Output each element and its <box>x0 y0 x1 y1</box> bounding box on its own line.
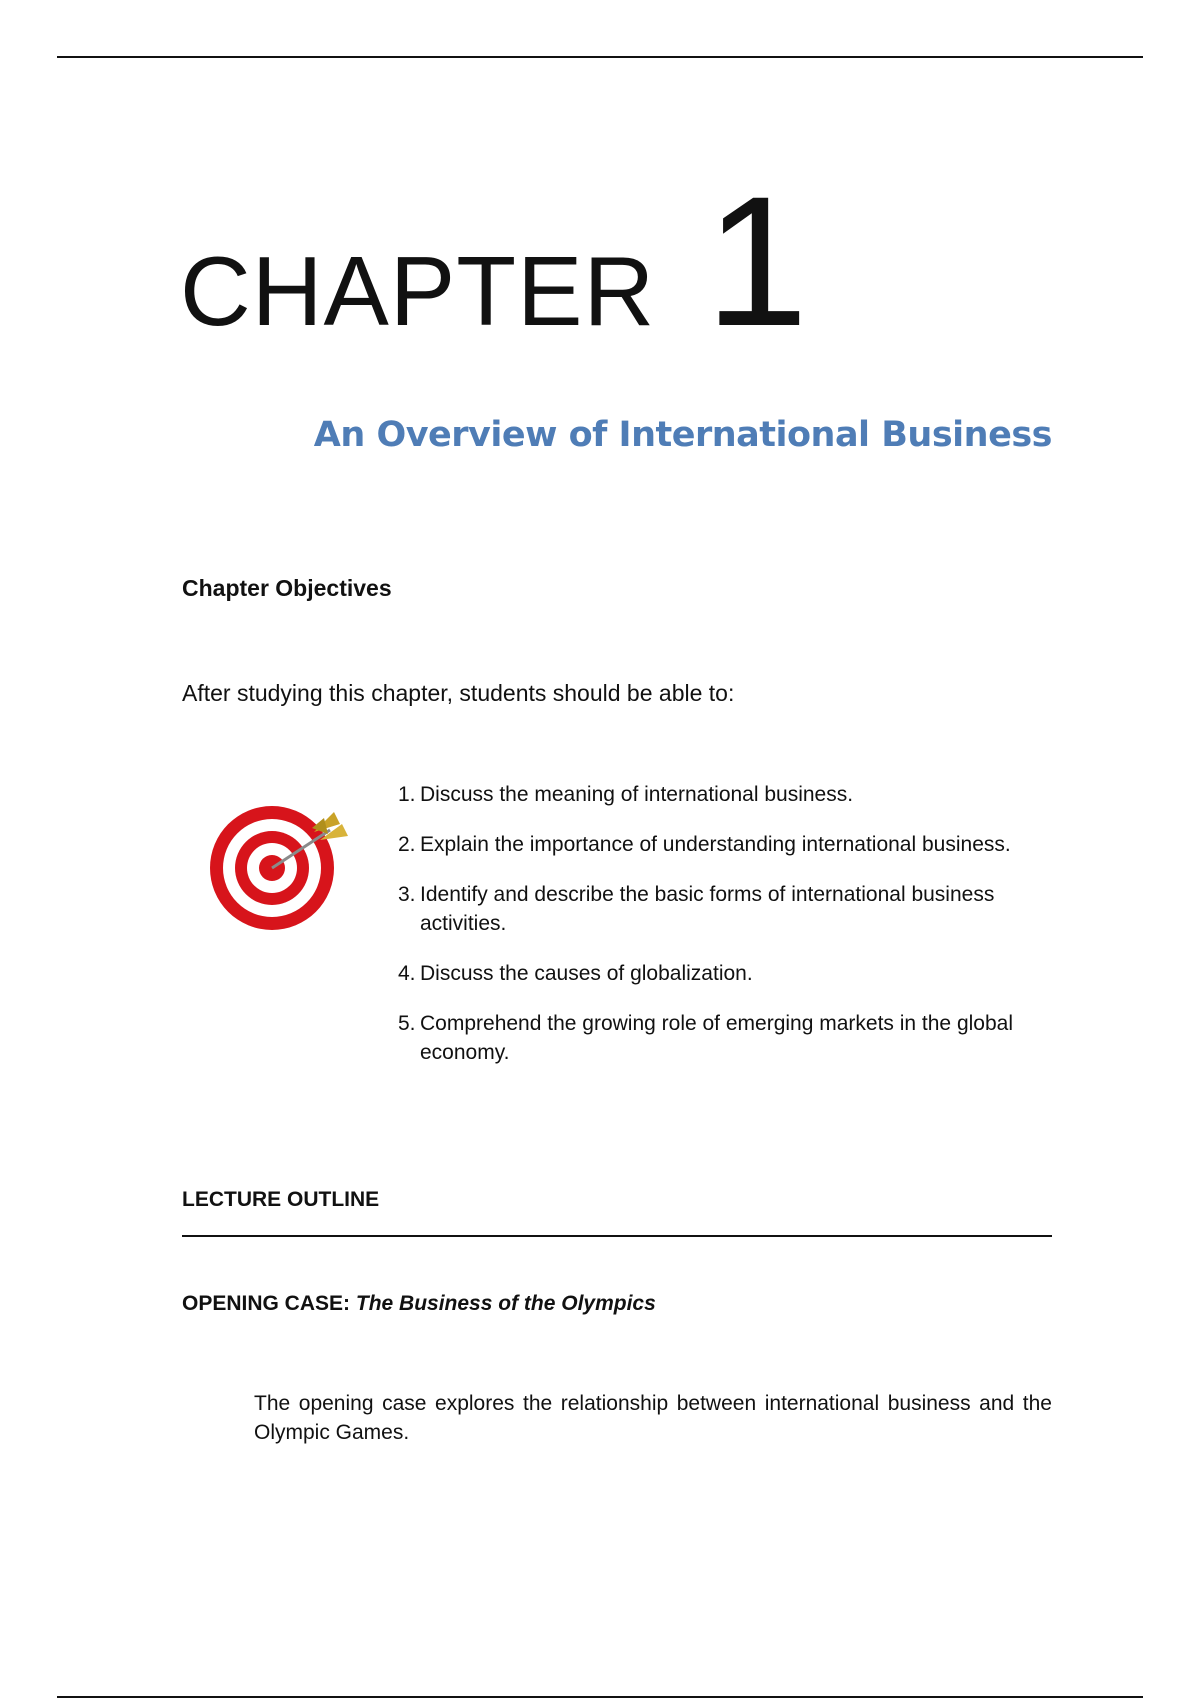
chapter-subtitle: An Overview of International Business <box>313 415 1052 455</box>
opening-case-title: The Business of the Olympics <box>355 1292 656 1315</box>
list-item-number: 5. <box>398 1012 416 1035</box>
opening-case-heading <box>182 1292 656 1316</box>
list-item <box>398 780 1058 809</box>
list-item <box>398 959 1058 988</box>
top-rule <box>57 56 1143 58</box>
bottom-rule <box>57 1696 1143 1698</box>
list-item-number: 3. <box>398 883 416 906</box>
lecture-outline-heading: LECTURE OUTLINE <box>182 1188 380 1211</box>
opening-case-text: The opening case explores the relationship between international business and the Olympic Games. <box>254 1392 1052 1444</box>
lecture-outline-rule <box>182 1235 1052 1237</box>
target-with-arrow-icon <box>192 790 362 940</box>
list-item-number: 4. <box>398 962 416 985</box>
list-item-text: Comprehend the growing role of emerging markets in the global economy. <box>420 1012 1013 1064</box>
list-item-number: 1. <box>398 783 416 806</box>
list-item-text: Identify and describe the basic forms of international business activities. <box>420 883 995 935</box>
opening-case-label: OPENING CASE: <box>182 1292 351 1315</box>
chapter-word: CHAPTER <box>180 236 656 346</box>
list-item-text: Discuss the causes of globalization. <box>420 962 753 985</box>
objectives-list <box>398 780 1058 1088</box>
list-item-text: Explain the importance of understanding international business. <box>420 833 1011 856</box>
objectives-heading: Chapter Objectives <box>182 575 392 601</box>
list-item <box>398 880 1058 938</box>
chapter-number: 1 <box>705 159 809 365</box>
list-item <box>398 1009 1058 1067</box>
objectives-intro: After studying this chapter, students should be able to: <box>182 680 735 706</box>
list-item-text: Discuss the meaning of international business. <box>420 783 854 806</box>
list-item <box>398 830 1058 859</box>
chapter-heading <box>180 159 809 365</box>
list-item-number: 2. <box>398 833 416 856</box>
